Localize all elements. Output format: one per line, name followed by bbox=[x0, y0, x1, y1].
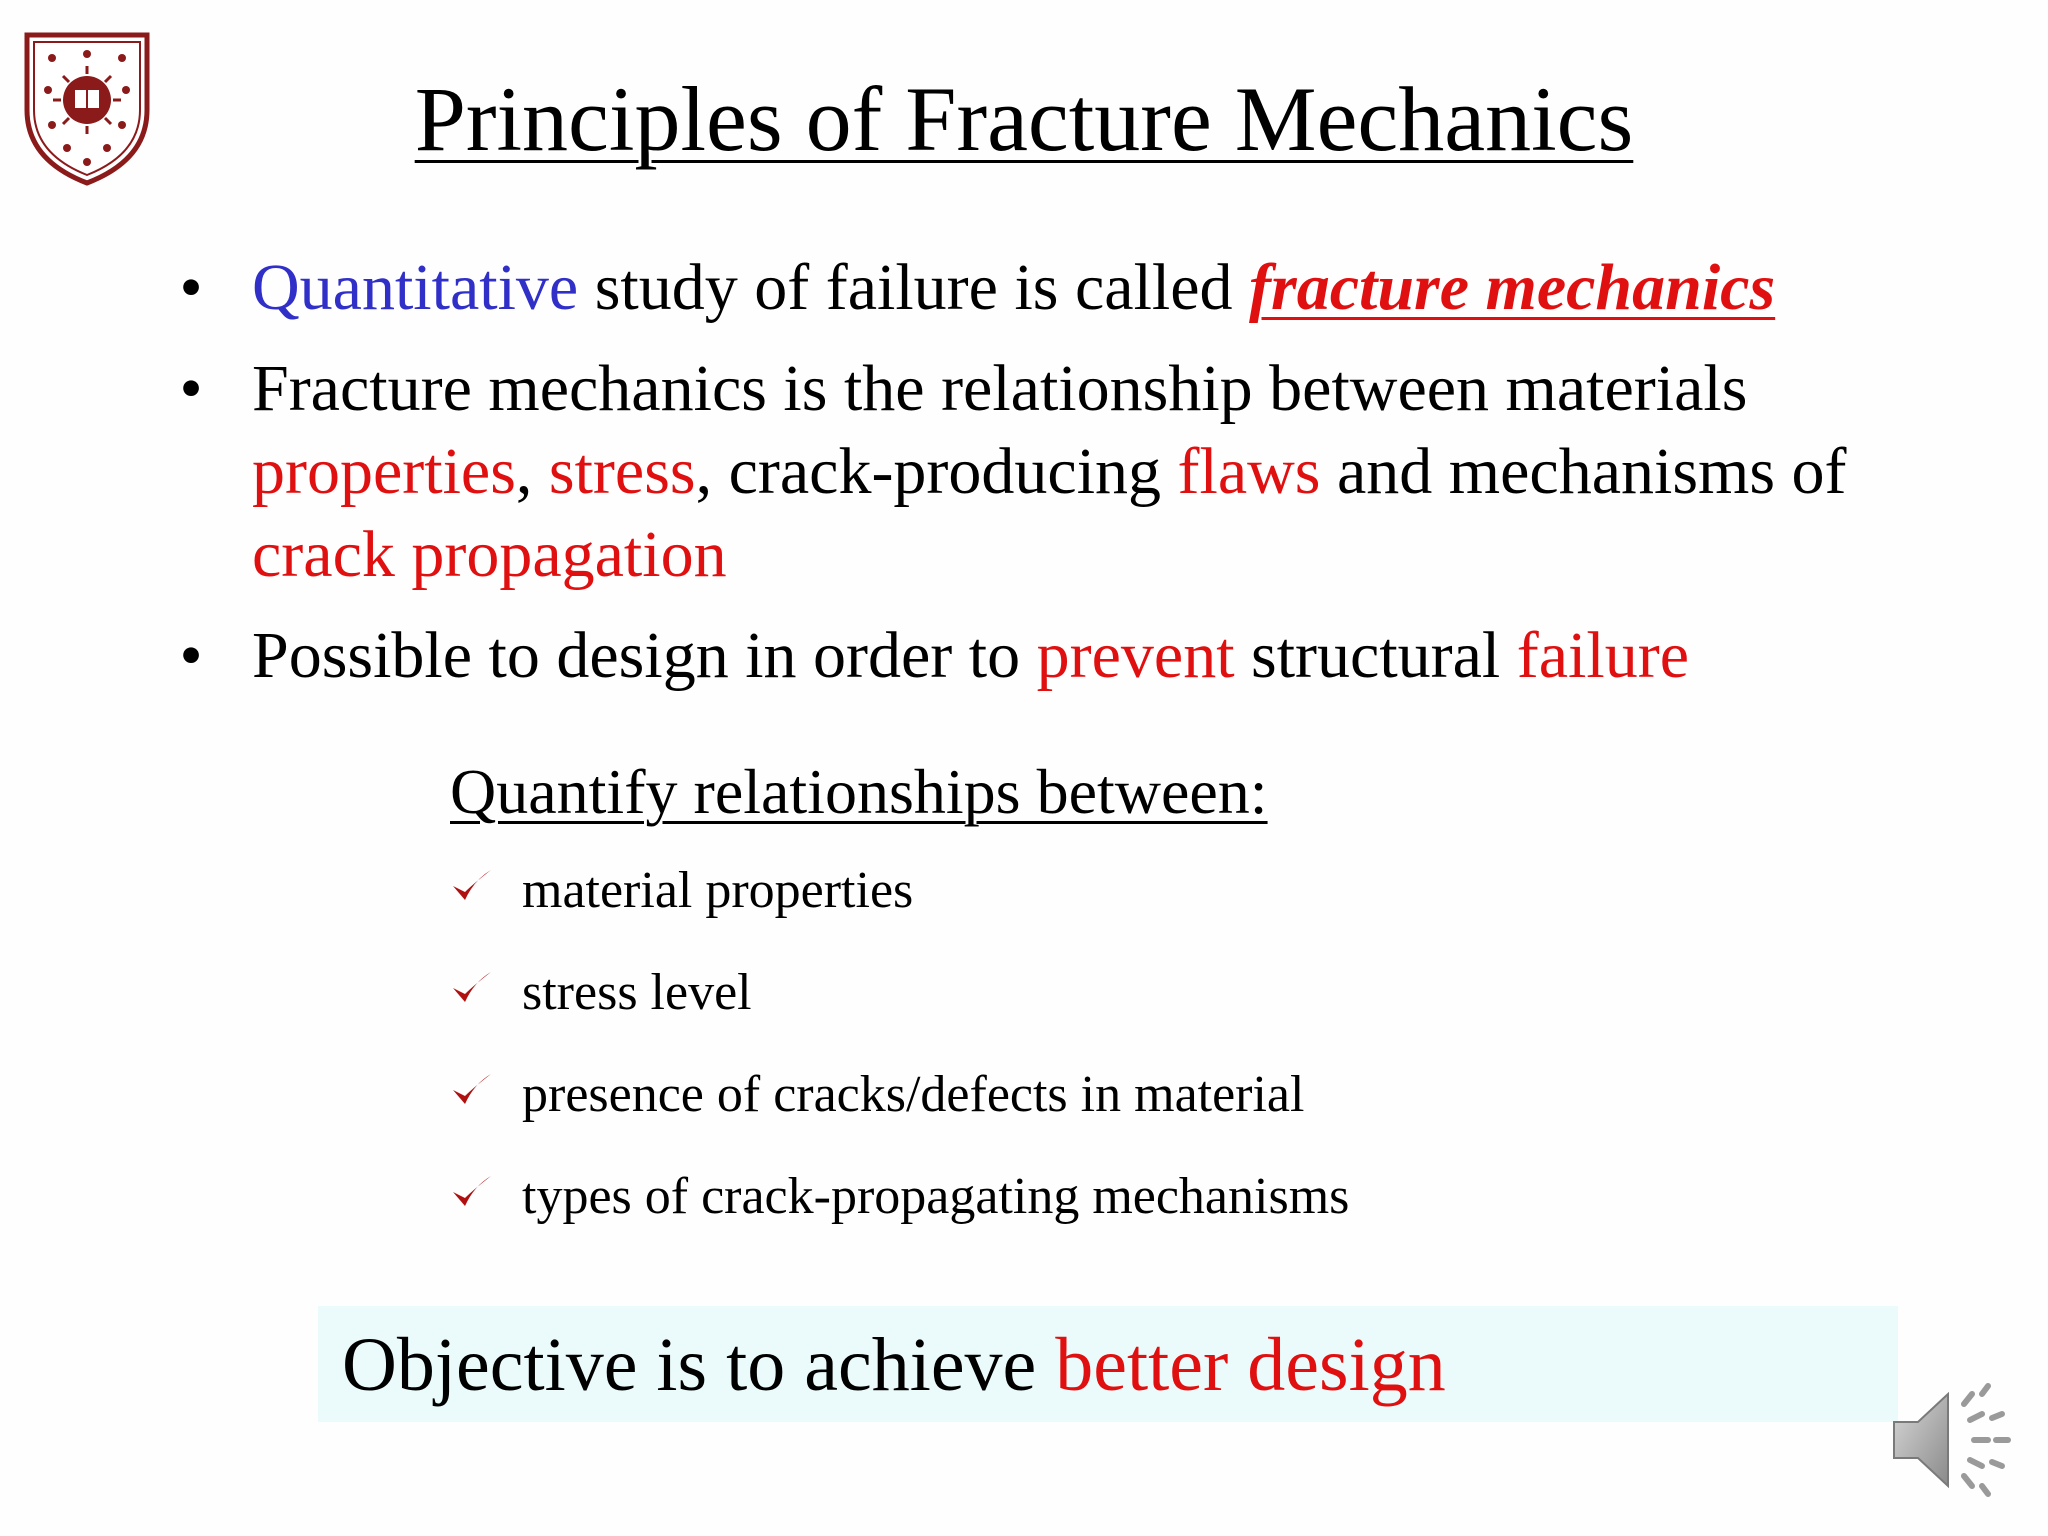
checklist bbox=[450, 860, 1349, 1268]
checkmark-icon bbox=[450, 1068, 494, 1112]
checklist-item bbox=[450, 962, 1349, 1064]
checklist-item-text: stress level bbox=[522, 964, 752, 1021]
bullet-highlight: flaws bbox=[1177, 435, 1321, 508]
bullet-dot: • bbox=[179, 619, 203, 692]
bullet-highlight: stress bbox=[548, 435, 696, 508]
bullet-text: , crack-producing bbox=[695, 435, 1178, 508]
bullet-emphasis: fracture mechanics bbox=[1249, 251, 1776, 324]
bullet-item bbox=[176, 347, 1876, 596]
audio-speaker-icon[interactable] bbox=[1888, 1380, 2016, 1500]
checklist-item bbox=[450, 1064, 1349, 1166]
bullet-item bbox=[176, 614, 1876, 697]
checkmark-icon bbox=[450, 966, 494, 1010]
bullet-text: Possible to design in order to bbox=[252, 619, 1037, 692]
checklist-item-text: types of crack-propagating mechanisms bbox=[522, 1168, 1350, 1225]
checkmark-icon bbox=[450, 864, 494, 908]
objective-text-plain: Objective is to achieve bbox=[342, 1323, 1056, 1407]
checklist-item-text: presence of cracks/defects in material bbox=[522, 1066, 1305, 1123]
objective-box bbox=[318, 1306, 1898, 1422]
bullet-highlight: properties bbox=[252, 435, 516, 508]
bullet-text: study of failure is called bbox=[578, 251, 1250, 324]
bullet-highlight: prevent bbox=[1036, 619, 1235, 692]
bullet-item bbox=[176, 246, 1876, 329]
objective-highlight: better design bbox=[1055, 1323, 1446, 1407]
bullet-highlight: crack propagation bbox=[252, 518, 727, 591]
objective-text bbox=[342, 1320, 1446, 1410]
bullet-list bbox=[176, 246, 1876, 715]
checklist-heading: Quantify relationships between: bbox=[450, 756, 1268, 827]
bullet-dot: • bbox=[179, 251, 203, 324]
checklist-item bbox=[450, 1166, 1349, 1268]
checklist-item bbox=[450, 860, 1349, 962]
bullet-text: , bbox=[515, 435, 549, 508]
checkmark-icon bbox=[450, 1170, 494, 1214]
bullet-text: Fracture mechanics is the relationship between materials bbox=[252, 352, 1748, 425]
bullet-dot: • bbox=[179, 352, 203, 425]
checklist-item-text: material properties bbox=[522, 862, 914, 919]
bullet-text-blue: Quantitative bbox=[252, 251, 579, 324]
slide-title: Principles of Fracture Mechanics bbox=[414, 68, 1634, 170]
bullet-text: structural bbox=[1234, 619, 1517, 692]
bullet-highlight: failure bbox=[1516, 619, 1689, 692]
bullet-text: and mechanisms of bbox=[1320, 435, 1847, 508]
